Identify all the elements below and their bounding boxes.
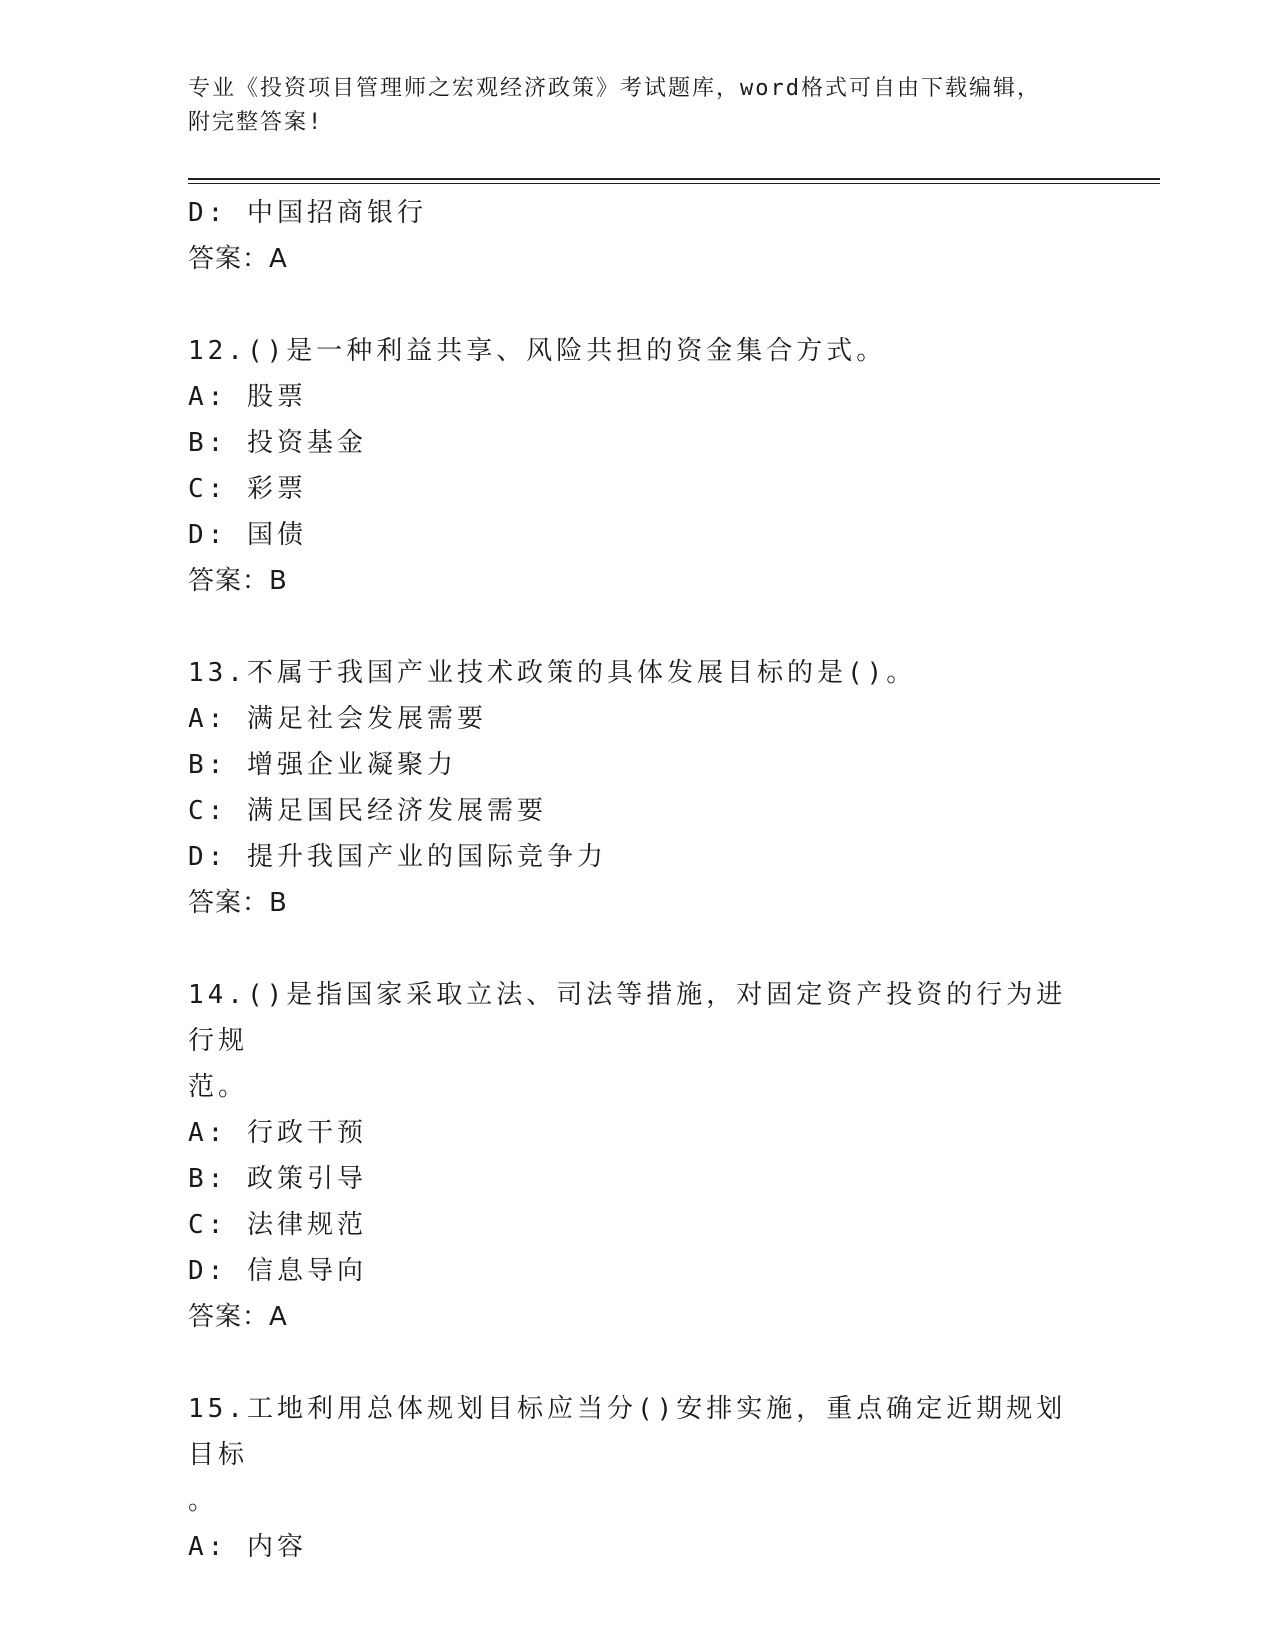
option-d: D: 提升我国产业的国际竞争力 bbox=[188, 842, 607, 872]
option-b: B: 增强企业凝聚力 bbox=[188, 750, 457, 780]
answer-line: 答案：B bbox=[188, 566, 288, 596]
option-b: B: 投资基金 bbox=[188, 428, 367, 458]
answer-line: 答案：A bbox=[188, 1302, 288, 1332]
question-title: 12.()是一种利益共享、风险共担的资金集合方式。 bbox=[188, 336, 887, 366]
answer-line: 答案：A bbox=[188, 244, 288, 274]
option-a: A: 内容 bbox=[188, 1532, 307, 1562]
header-line-1: 专业《投资项目管理师之宏观经济政策》考试题库，word格式可自由下载编辑， bbox=[188, 76, 1041, 101]
header-line-2: 附完整答案! bbox=[188, 110, 324, 135]
question-title-line-2: 范。 bbox=[188, 1072, 249, 1102]
question-title-line-2: 。 bbox=[188, 1486, 219, 1516]
option-c: C: 满足国民经济发展需要 bbox=[188, 796, 547, 826]
question-title: 13.不属于我国产业技术政策的具体发展目标的是()。 bbox=[188, 658, 917, 688]
option-d: D: 信息导向 bbox=[188, 1256, 367, 1286]
option-a: A: 满足社会发展需要 bbox=[188, 704, 487, 734]
document-header bbox=[188, 72, 1088, 140]
question-title-line-1: 15.工地利用总体规划目标应当分()安排实施，重点确定近期规划目标 bbox=[188, 1394, 1067, 1470]
option-c: C: 法律规范 bbox=[188, 1210, 367, 1240]
question-content bbox=[188, 190, 1088, 1570]
question-12 bbox=[188, 328, 1088, 604]
option-d: D: 中国招商银行 bbox=[188, 198, 427, 228]
option-b: B: 政策引导 bbox=[188, 1164, 367, 1194]
question-title-line-1: 14.()是指国家采取立法、司法等措施，对固定资产投资的行为进行规 bbox=[188, 980, 1067, 1056]
header-rule-thin bbox=[188, 183, 1160, 184]
question-15 bbox=[188, 1386, 1088, 1570]
option-c: C: 彩票 bbox=[188, 474, 307, 504]
answer-line: 答案：B bbox=[188, 888, 288, 918]
option-a: A: 行政干预 bbox=[188, 1118, 367, 1148]
question-11-fragment bbox=[188, 190, 1088, 282]
question-14 bbox=[188, 972, 1088, 1340]
option-d: D: 国债 bbox=[188, 520, 307, 550]
question-13 bbox=[188, 650, 1088, 926]
option-a: A: 股票 bbox=[188, 382, 307, 412]
header-rule-thick bbox=[188, 178, 1160, 180]
